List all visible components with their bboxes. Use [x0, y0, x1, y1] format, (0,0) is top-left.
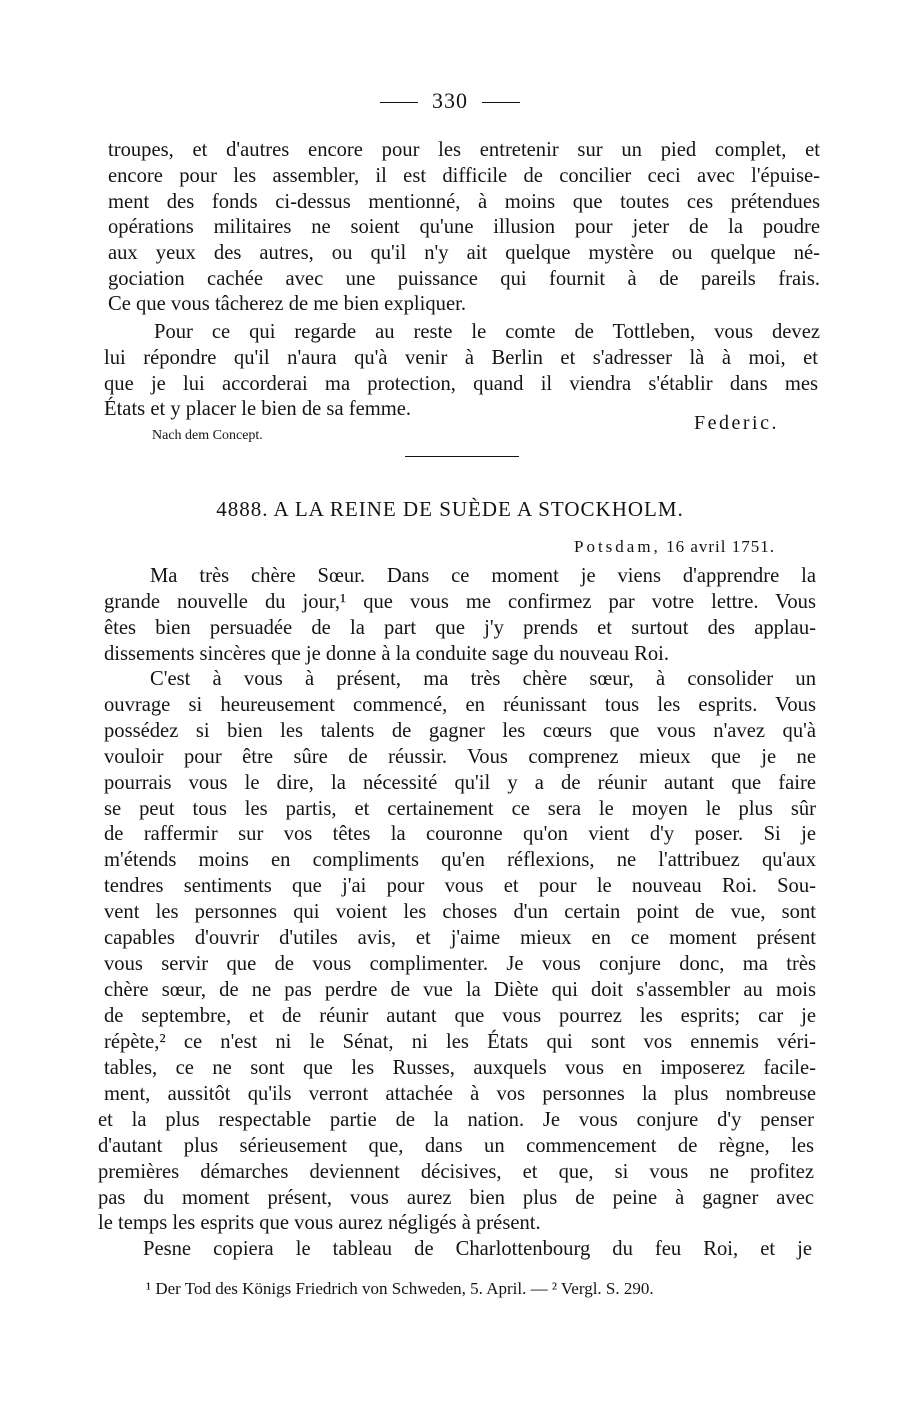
text-line: pourrais vous le dire, la nécessité qu'il y a de réunir autant que faire: [104, 772, 816, 794]
text-line: pas du moment présent, vous aurez bien plus de peine à gagner avec: [98, 1187, 814, 1209]
text-line: de septembre, et de réunir autant que vous pourrez les esprits; car je: [104, 1005, 816, 1027]
source-note: Nach dem Concept.: [152, 428, 263, 443]
text-line: se peut tous les partis, et certainement ce sera le moyen le plus sûr: [104, 798, 816, 820]
text-line: vous servir que de vous complimenter. Je vous conjure donc, ma très: [104, 953, 816, 975]
page-number-dash-right: [482, 102, 520, 103]
text-line: vent les personnes qui voient les choses d'un certain point de vue, sont: [104, 901, 816, 923]
text-line: opérations militaires ne soient qu'une illusion pour jeter de la poudre: [108, 216, 820, 238]
text-line: ment, aussitôt qu'ils verront attachée à vos personnes la plus nombreuse: [104, 1083, 816, 1105]
text-line: m'étends moins en compliments qu'en réflexions, ne l'attribuez qu'aux: [104, 849, 816, 871]
text-line: Pesne copiera le tableau de Charlottenbourg du feu Roi, et je: [143, 1238, 812, 1260]
text-line: Pour ce qui regarde au reste le comte de Tottleben, vous devez: [154, 321, 820, 343]
text-line: ment des fonds ci-dessus mentionné, à moins que toutes ces prétendues: [108, 191, 820, 213]
page-number-dash-left: [380, 102, 418, 103]
text-line: répète,² ce n'est ni le Sénat, ni les États qui sont vos ennemis véri-: [104, 1031, 816, 1053]
letter-heading: 4888. A LA REINE DE SUÈDE A STOCKHOLM.: [216, 497, 684, 521]
section-divider: [405, 456, 519, 457]
text-line: lui répondre qu'il n'aura qu'à venir à Berlin et s'adresser là à moi, et: [104, 347, 818, 369]
text-line: troupes, et d'autres encore pour les entretenir sur un pied complet, et: [108, 139, 820, 161]
text-line: États et y placer le bien de sa femme.: [104, 398, 412, 420]
dateline-place: Potsdam,: [574, 537, 661, 556]
text-line: dissements sincères que je donne à la conduite sage du nouveau Roi.: [104, 643, 670, 665]
text-line: ouvrage si heureusement commencé, en réunissant tous les esprits. Vous: [104, 694, 816, 716]
text-line: grande nouvelle du jour,¹ que vous me confirmez par votre lettre. Vous: [104, 591, 816, 613]
text-line: premières démarches deviennent décisives, et que, si vous ne profitez: [98, 1161, 814, 1183]
text-line: tables, ce ne sont que les Russes, auxquels vous en imposerez facile-: [104, 1057, 816, 1079]
text-line: que je lui accorderai ma protection, quand il viendra s'établir dans mes: [104, 373, 818, 395]
text-line: de raffermir sur vos têtes la couronne qu'on vient d'y poser. Si je: [104, 823, 816, 845]
text-line: tendres sentiments que j'ai pour vous et pour le nouveau Roi. Sou-: [104, 875, 816, 897]
text-line: le temps les esprits que vous aurez négligés à présent.: [98, 1212, 541, 1234]
text-line: et la plus respectable partie de la nation. Je vous conjure d'y penser: [98, 1109, 814, 1131]
text-line: gociation cachée avec une puissance qui fournit à de pareils frais.: [108, 268, 820, 290]
text-line: aux yeux des autres, ou qu'il n'y ait quelque mystère ou quelque né-: [108, 242, 820, 264]
signature: Federic.: [694, 412, 779, 434]
dateline-date: 16 avril 1751.: [666, 537, 775, 556]
page-number: 330: [0, 88, 900, 114]
text-line: C'est à vous à présent, ma très chère sœur, à consolider un: [150, 668, 816, 690]
text-line: possédez si bien les talents de gagner les cœurs que vous n'avez qu'à: [104, 720, 816, 742]
text-line: vouloir pour être sûre de réussir. Vous comprenez mieux que je ne: [104, 746, 816, 768]
footnote: ¹ Der Tod des Königs Friedrich von Schweden, 5. April. — ² Vergl. S. 290.: [146, 1279, 654, 1298]
text-line: chère sœur, de ne pas perdre de vue la Diète qui doit s'assembler au mois: [104, 979, 816, 1001]
text-line: encore pour les assembler, il est difficile de concilier ceci avec l'épuise-: [108, 165, 820, 187]
dateline: [574, 537, 775, 557]
text-line: d'autant plus sérieusement que, dans un commencement de règne, les: [98, 1135, 814, 1157]
text-line: êtes bien persuadée de la part que j'y prends et surtout des applau-: [104, 617, 816, 639]
text-line: Ce que vous tâcherez de me bien expliquer.: [108, 293, 466, 315]
text-line: capables d'ouvrir d'utiles avis, et j'aime mieux en ce moment présent: [104, 927, 816, 949]
text-line: Ma très chère Sœur. Dans ce moment je viens d'apprendre la: [150, 565, 816, 587]
